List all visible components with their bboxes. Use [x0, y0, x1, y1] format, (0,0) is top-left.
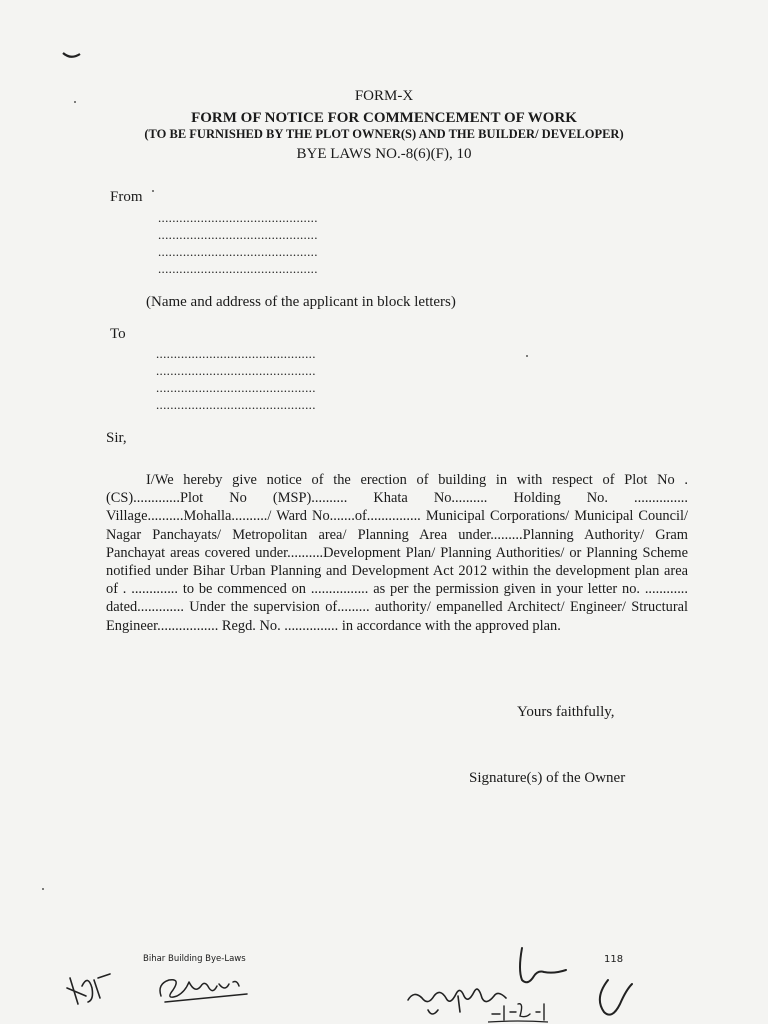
form-title: FORM OF NOTICE FOR COMMENCEMENT OF WORK [191, 110, 577, 126]
form-number: FORM-X [354, 88, 414, 104]
notice-body [106, 471, 688, 635]
scan-mark [62, 50, 82, 62]
closing: Yours faithfully, [517, 704, 615, 720]
handwritten-initials-left [64, 966, 114, 1012]
to-line-2: ............................................. [156, 363, 316, 378]
page-number: 118 [604, 954, 624, 965]
from-line-4: ............................................. [158, 261, 318, 276]
handwritten-signature-right [398, 940, 638, 1024]
scan-speck [152, 190, 154, 192]
from-address-block [158, 209, 318, 277]
from-label: From [110, 189, 143, 205]
bye-law-reference: BYE LAWS NO.-8(6)(F), 10 [296, 146, 472, 162]
form-subtitle: (TO BE FURNISHED BY THE PLOT OWNER(S) AND THE BUILDER/ DEVELOPER) [144, 127, 624, 141]
notice-paragraph: I/We hereby give notice of the erection of building in with respect of Plot No .(CS).............Plot No (MSP).......... Khata No.......... Holding No. ............... Village..........Mohalla........../ Ward No.......of............... Municipal Corporations/ Municipal Council/ Nagar Panchayats/ Metropolitan area/ Planning Area under.........Planning Authority/ Gram Panchayat areas covered under..........Development Plan/ Planning Authorities/ or Planning Scheme notified under Bihar Urban Planning and Development Act 2012 within the development plan area of . ............. to be commenced on ................ as per the permission given in your letter no. ............ dated............. Under the supervision of......... authority/ empanelled Architect/ Engineer/ Structural Engineer................. Regd. No. ............... in accordance with the approved plan. [106, 472, 688, 634]
to-line-3: ............................................. [156, 380, 316, 395]
scan-speck [526, 355, 528, 357]
scan-speck [74, 101, 76, 103]
scan-speck [42, 888, 44, 890]
handwritten-signature-left [155, 966, 255, 1006]
signature-label: Signature(s) of the Owner [469, 770, 626, 786]
applicant-note: (Name and address of the applicant in block letters) [146, 294, 456, 310]
footer-label: Bihar Building Bye-Laws [143, 954, 246, 964]
to-label: To [110, 326, 126, 342]
from-line-3: ............................................. [158, 244, 318, 259]
to-address-block [156, 345, 316, 413]
from-line-1: ............................................. [158, 210, 318, 225]
salutation: Sir, [106, 430, 127, 446]
to-line-1: ............................................. [156, 346, 316, 361]
to-line-4: ............................................. [156, 397, 316, 412]
from-line-2: ............................................. [158, 227, 318, 242]
